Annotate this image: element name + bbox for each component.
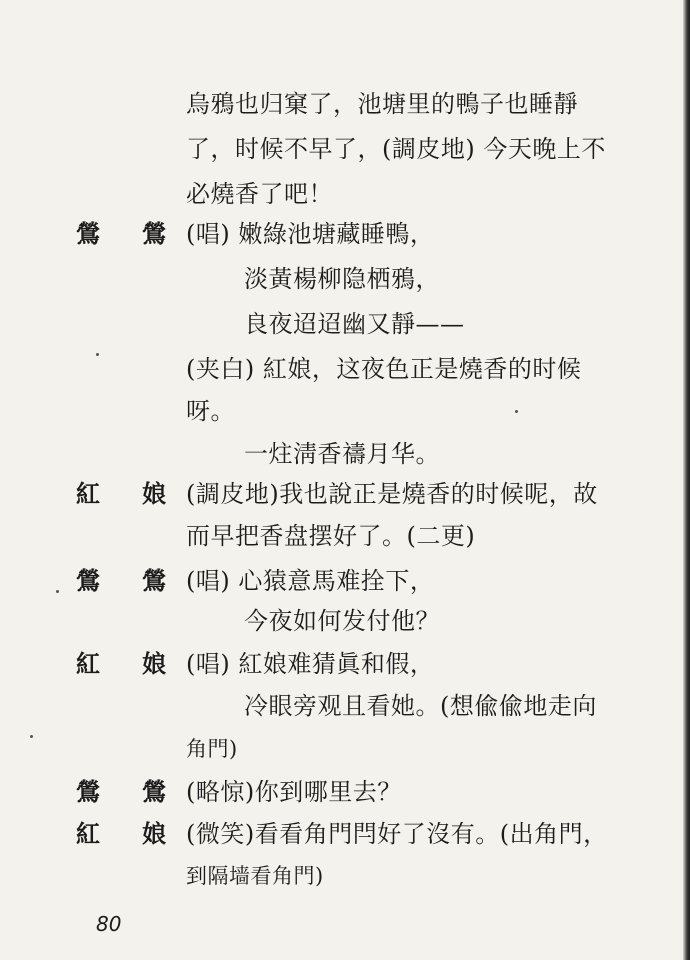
print-speck — [515, 410, 518, 413]
text-line: (調皮地)我也說正是燒香的时候呢，故 — [186, 480, 598, 508]
speaker-label — [76, 220, 166, 248]
speaker-char: 紅 — [76, 819, 100, 848]
text-line: 而早把香盘摆好了。(二更) — [186, 522, 476, 550]
print-speck — [96, 353, 99, 356]
speaker-char: 鶯 — [142, 219, 166, 248]
speaker-char: 紅 — [76, 649, 100, 678]
text-line: 烏鴉也归窠了，池塘里的鴨子也睡靜 — [186, 90, 578, 118]
text-line: (唱) 心猿意馬难拴下， — [186, 567, 435, 595]
text-line: 了，时候不早了，(調皮地) 今天晚上不 — [186, 135, 606, 163]
text-line: 良夜迢迢幽又靜—— — [244, 310, 465, 338]
speaker-char: 鶯 — [76, 219, 100, 248]
speaker-char: 娘 — [142, 649, 166, 678]
text-line: (微笑)看看角門閂好了沒有。(出角門， — [186, 820, 608, 848]
text-line: (唱) 嫩綠池塘藏睡鴨， — [186, 220, 435, 248]
text-line: 必燒香了吧！ — [186, 180, 333, 208]
text-line: 冷眼旁观且看她。(想偸偸地走向 — [244, 692, 597, 720]
speaker-label — [76, 778, 166, 806]
text-line: (唱) 紅娘难猜眞和假， — [186, 650, 435, 678]
text-line: 今夜如何发付他？ — [244, 607, 440, 635]
speaker-char: 娘 — [142, 819, 166, 848]
speaker-char: 鶯 — [76, 777, 100, 806]
speaker-label — [76, 567, 166, 595]
speaker-char: 鶯 — [142, 777, 166, 806]
text-line: 角門) — [186, 737, 238, 761]
text-line: 呀。 — [186, 397, 235, 425]
page-binding-edge — [683, 0, 690, 960]
text-line: 一炷淸香禱月华。 — [244, 440, 440, 468]
print-speck — [30, 735, 33, 738]
print-speck — [56, 590, 59, 593]
speaker-label — [76, 480, 166, 508]
speaker-char: 娘 — [142, 479, 166, 508]
text-line: 淡黃楊柳隐栖鴉， — [244, 265, 440, 293]
speaker-char: 紅 — [76, 479, 100, 508]
page-number: 80 — [96, 912, 122, 936]
speaker-label — [76, 820, 166, 848]
text-line: (夹白) 紅娘，这夜色正是燒香的时候 — [186, 355, 582, 383]
text-line: 到隔墙看角門) — [186, 864, 324, 888]
text-line: (略惊)你到哪里去？ — [186, 778, 402, 806]
speaker-char: 鶯 — [76, 566, 100, 595]
speaker-label — [76, 650, 166, 678]
speaker-char: 鶯 — [142, 566, 166, 595]
